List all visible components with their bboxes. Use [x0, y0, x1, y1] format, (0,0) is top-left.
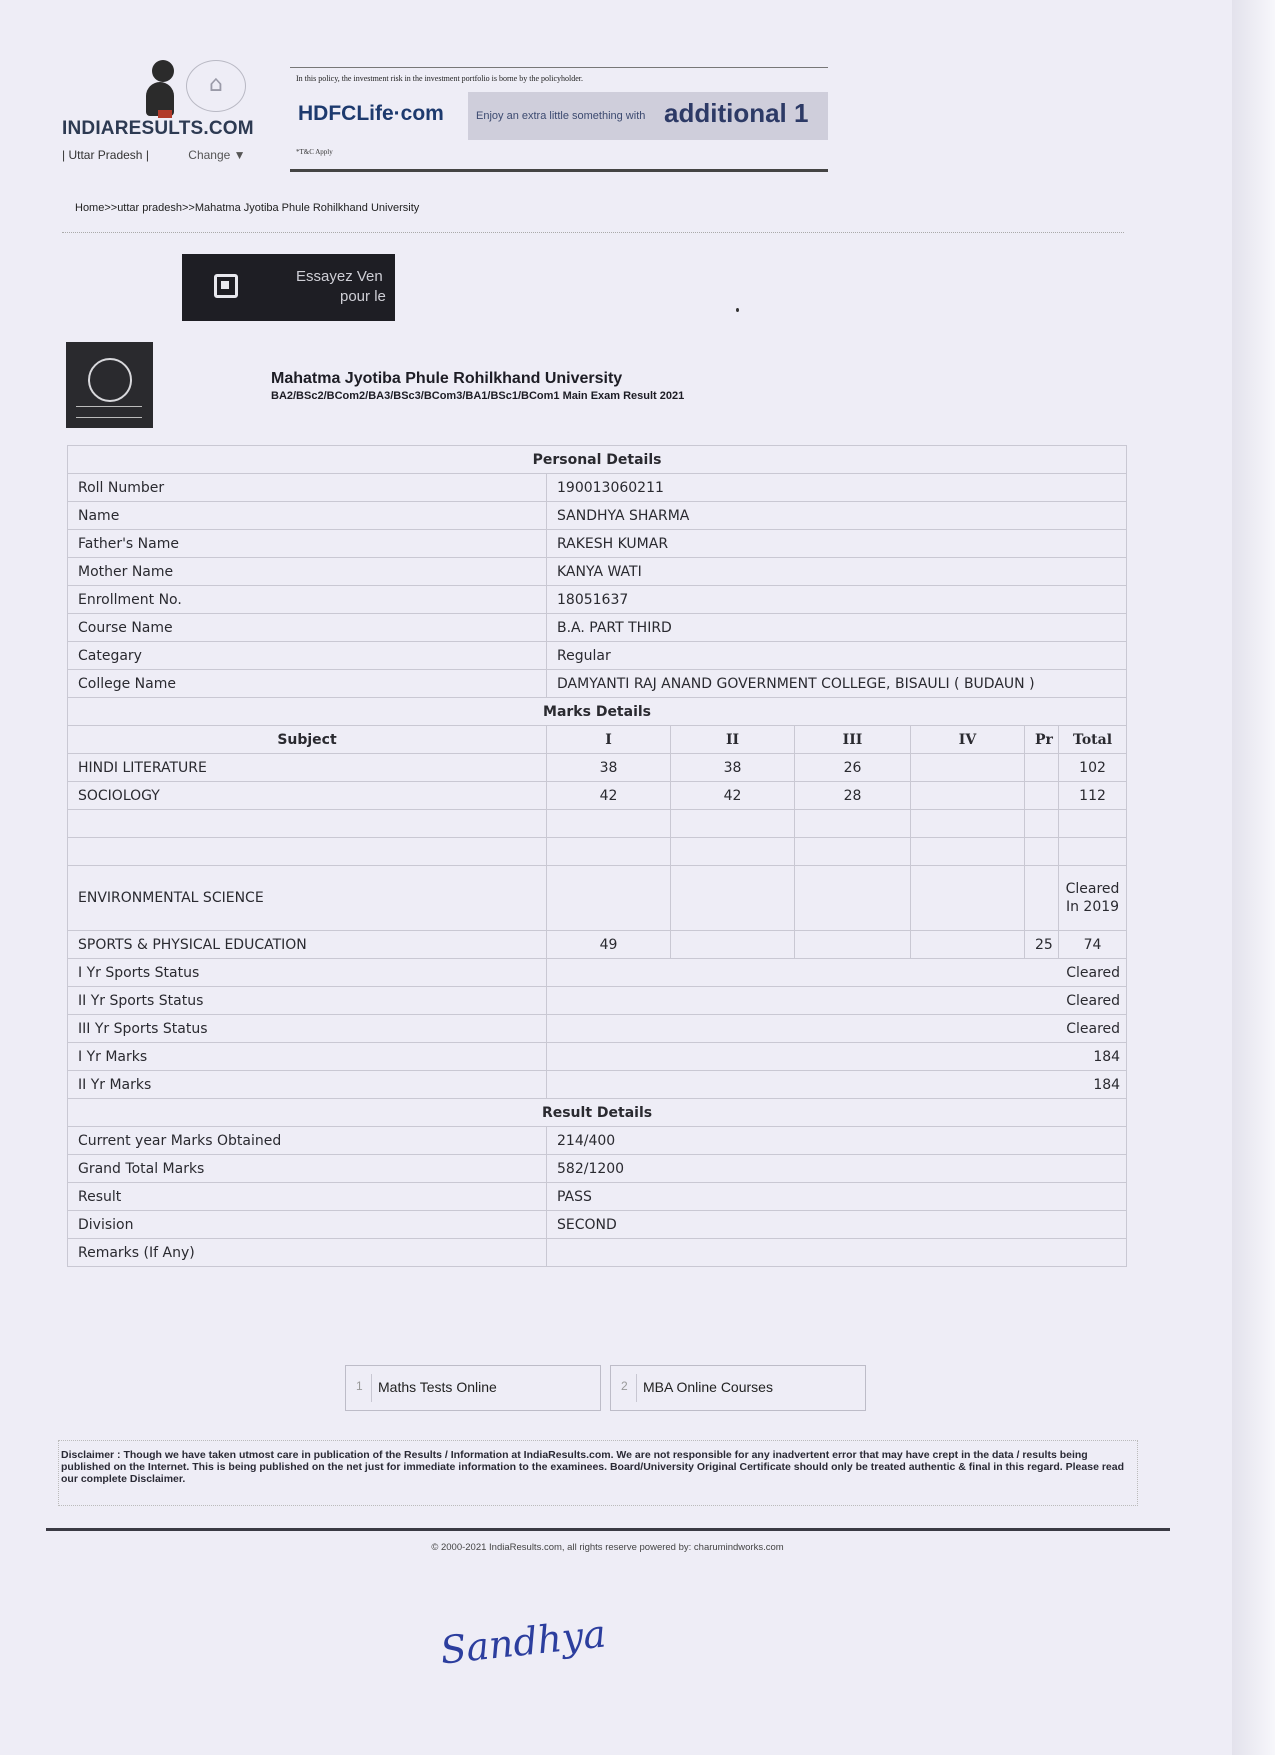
- mark-iv: [911, 931, 1025, 959]
- row-value: RAKESH KUMAR: [547, 530, 1127, 558]
- row-label: Name: [68, 502, 547, 530]
- mark-iv: [911, 782, 1025, 810]
- table-row: [68, 838, 1127, 866]
- logo-text: INDIARESULTS.COM: [62, 118, 254, 139]
- subject-name: HINDI LITERATURE: [68, 754, 547, 782]
- subject-name: [68, 838, 547, 866]
- row-value: 582/1200: [547, 1155, 1127, 1183]
- row-label: Division: [68, 1211, 547, 1239]
- table-row: [68, 1211, 1127, 1239]
- table-row: [68, 558, 1127, 586]
- row-value: B.A. PART THIRD: [547, 614, 1127, 642]
- personal-details: [68, 474, 1127, 698]
- row-label: II Yr Sports Status: [68, 987, 547, 1015]
- ad-offer-panel: [468, 92, 828, 140]
- ad-brand: HDFCLife·com: [298, 102, 444, 125]
- mark-total: 112: [1059, 782, 1127, 810]
- table-row: [68, 959, 1127, 987]
- mark-iii: [795, 838, 911, 866]
- logo-person-icon: [140, 56, 180, 116]
- row-value: DAMYANTI RAJ ANAND GOVERNMENT COLLEGE, BISAULI ( BUDAUN ): [547, 670, 1127, 698]
- row-label: Remarks (If Any): [68, 1239, 547, 1267]
- mark-iii: [795, 931, 911, 959]
- table-row: [68, 642, 1127, 670]
- link-number: 2: [621, 1379, 628, 1393]
- mark-pr: 25: [1025, 931, 1059, 959]
- row-value: Cleared: [547, 987, 1127, 1015]
- mark-ii: [671, 810, 795, 838]
- square-ad-line2: pour le: [340, 288, 386, 305]
- row-value: Cleared: [547, 1015, 1127, 1043]
- row-value: SECOND: [547, 1211, 1127, 1239]
- mark-iii: [795, 866, 911, 931]
- row-label: III Yr Sports Status: [68, 1015, 547, 1043]
- col-paper-1: I: [547, 726, 671, 754]
- col-subject: Subject: [68, 726, 547, 754]
- ad-disclaimer: In this policy, the investment risk in the investment portfolio is borne by the policyholder.: [296, 74, 583, 83]
- table-row: [68, 810, 1127, 838]
- mark-i: [547, 838, 671, 866]
- subject-name: SOCIOLOGY: [68, 782, 547, 810]
- row-label: Mother Name: [68, 558, 547, 586]
- link-number: 1: [356, 1379, 363, 1393]
- row-value: Cleared: [547, 959, 1127, 987]
- link-maths-tests[interactable]: [345, 1365, 601, 1411]
- mark-iv: [911, 866, 1025, 931]
- table-row: [68, 586, 1127, 614]
- marks-header-row: [68, 726, 1127, 754]
- table-row: [68, 1127, 1127, 1155]
- row-value: 184: [547, 1071, 1127, 1099]
- mark-ii: [671, 866, 795, 931]
- table-row: [68, 1155, 1127, 1183]
- ad-offer-big: additional 1: [664, 98, 809, 128]
- ad-offer-small: Enjoy an extra little something with: [476, 110, 646, 122]
- state-label: | Uttar Pradesh |: [62, 148, 149, 162]
- mark-i: 49: [547, 931, 671, 959]
- table-row: [68, 754, 1127, 782]
- row-value: SANDHYA SHARMA: [547, 502, 1127, 530]
- subject-name: [68, 810, 547, 838]
- col-practical: Pr: [1025, 726, 1059, 754]
- row-label: Categary: [68, 642, 547, 670]
- mark-i: 38: [547, 754, 671, 782]
- disclaimer: [58, 1440, 1138, 1506]
- col-paper-3: III: [795, 726, 911, 754]
- square-ad[interactable]: [182, 254, 395, 321]
- copyright: © 2000-2021 IndiaResults.com, all rights reserve powered by: charumindworks.com: [431, 1542, 784, 1553]
- personal-details-heading: Personal Details: [68, 446, 1127, 474]
- table-row: [68, 474, 1127, 502]
- table-row: [68, 931, 1127, 959]
- mark-ii: 38: [671, 754, 795, 782]
- col-paper-2: II: [671, 726, 795, 754]
- row-label: Father's Name: [68, 530, 547, 558]
- mark-pr: [1025, 810, 1059, 838]
- mark-iv: [911, 810, 1025, 838]
- mark-pr: [1025, 754, 1059, 782]
- table-row: [68, 502, 1127, 530]
- table-row: [68, 614, 1127, 642]
- mark-iv: [911, 754, 1025, 782]
- result-details: [68, 1127, 1127, 1267]
- row-value: KANYA WATI: [547, 558, 1127, 586]
- row-label: Grand Total Marks: [68, 1155, 547, 1183]
- footer-divider: [46, 1528, 1170, 1531]
- subject-name: ENVIRONMENTAL SCIENCE: [68, 866, 547, 931]
- mark-total: 74: [1059, 931, 1127, 959]
- table-row: [68, 1071, 1127, 1099]
- disclaimer-text: Disclaimer : Though we have taken utmost care in publication of the Results / Information at IndiaResults.com. We are not responsible for any inadvertent error that may have crept in the data / results being published on the Internet. This is being published on the net just for immediate information to the examinees. Board/University Original Certificate should only be treated authentic & final in this regard. Please read our complete: [61, 1449, 1125, 1485]
- mark-total: [1059, 810, 1127, 838]
- row-value: 18051637: [547, 586, 1127, 614]
- stray-mark: [736, 308, 739, 312]
- square-ad-line1: Essayez Ven: [296, 268, 383, 285]
- mark-pr: [1025, 866, 1059, 931]
- table-row: [68, 987, 1127, 1015]
- mark-ii: 42: [671, 782, 795, 810]
- breadcrumb[interactable]: Home>>uttar pradesh>>Mahatma Jyotiba Phule Rohilkhand University: [75, 202, 420, 214]
- row-label: Current year Marks Obtained: [68, 1127, 547, 1155]
- disclaimer-link[interactable]: Disclaimer.: [129, 1473, 186, 1485]
- table-row: [68, 782, 1127, 810]
- table-row: [68, 866, 1127, 931]
- exam-subtitle: BA2/BSc2/BCom2/BA3/BSc3/BCom3/BA1/BSc1/BCom1 Main Exam Result 2021: [271, 390, 685, 402]
- link-text: MBA Online Courses: [643, 1379, 773, 1395]
- table-row: [68, 530, 1127, 558]
- row-label: College Name: [68, 670, 547, 698]
- paper-edge: [1232, 0, 1275, 1755]
- col-total: Total: [1059, 726, 1127, 754]
- mark-i: [547, 866, 671, 931]
- row-value: [547, 1239, 1127, 1267]
- handwritten-signature: Sandhya: [438, 1611, 608, 1673]
- table-row: [68, 1239, 1127, 1267]
- row-label: Roll Number: [68, 474, 547, 502]
- state-selector: [62, 148, 246, 162]
- result-table: [67, 445, 1127, 1267]
- result-details-heading: Result Details: [68, 1099, 1127, 1127]
- row-value: 190013060211: [547, 474, 1127, 502]
- marks-details: [68, 754, 1127, 1099]
- mark-pr: [1025, 838, 1059, 866]
- mark-iii: 26: [795, 754, 911, 782]
- change-state-link[interactable]: Change ▼: [188, 148, 246, 162]
- link-text: Maths Tests Online: [378, 1379, 497, 1395]
- mark-iii: 28: [795, 782, 911, 810]
- hdfc-ad-banner[interactable]: [290, 67, 828, 172]
- header-divider: [62, 232, 1124, 233]
- university-logo: [66, 342, 153, 428]
- row-label: Result: [68, 1183, 547, 1211]
- row-label: II Yr Marks: [68, 1071, 547, 1099]
- state-map-icon: ⌂: [186, 60, 246, 112]
- mark-total: 102: [1059, 754, 1127, 782]
- site-logo[interactable]: [62, 56, 262, 166]
- row-label: Course Name: [68, 614, 547, 642]
- mark-ii: [671, 931, 795, 959]
- table-row: [68, 670, 1127, 698]
- row-value: 214/400: [547, 1127, 1127, 1155]
- marks-details-heading: Marks Details: [68, 698, 1127, 726]
- ad-tc: *T&C Apply: [296, 148, 333, 156]
- col-paper-4: IV: [911, 726, 1025, 754]
- table-row: [68, 1015, 1127, 1043]
- table-row: [68, 1043, 1127, 1071]
- mark-ii: [671, 838, 795, 866]
- square-logo-icon: [214, 274, 238, 298]
- subject-name: SPORTS & PHYSICAL EDUCATION: [68, 931, 547, 959]
- row-label: I Yr Marks: [68, 1043, 547, 1071]
- university-title: Mahatma Jyotiba Phule Rohilkhand University: [271, 370, 623, 387]
- link-mba-courses[interactable]: [610, 1365, 866, 1411]
- mark-pr: [1025, 782, 1059, 810]
- mark-i: [547, 810, 671, 838]
- mark-iii: [795, 810, 911, 838]
- mark-iv: [911, 838, 1025, 866]
- row-value: PASS: [547, 1183, 1127, 1211]
- mark-total: Cleared In 2019: [1059, 866, 1127, 931]
- row-label: Enrollment No.: [68, 586, 547, 614]
- mark-total: [1059, 838, 1127, 866]
- table-row: [68, 1183, 1127, 1211]
- row-value: Regular: [547, 642, 1127, 670]
- row-value: 184: [547, 1043, 1127, 1071]
- mark-i: 42: [547, 782, 671, 810]
- row-label: I Yr Sports Status: [68, 959, 547, 987]
